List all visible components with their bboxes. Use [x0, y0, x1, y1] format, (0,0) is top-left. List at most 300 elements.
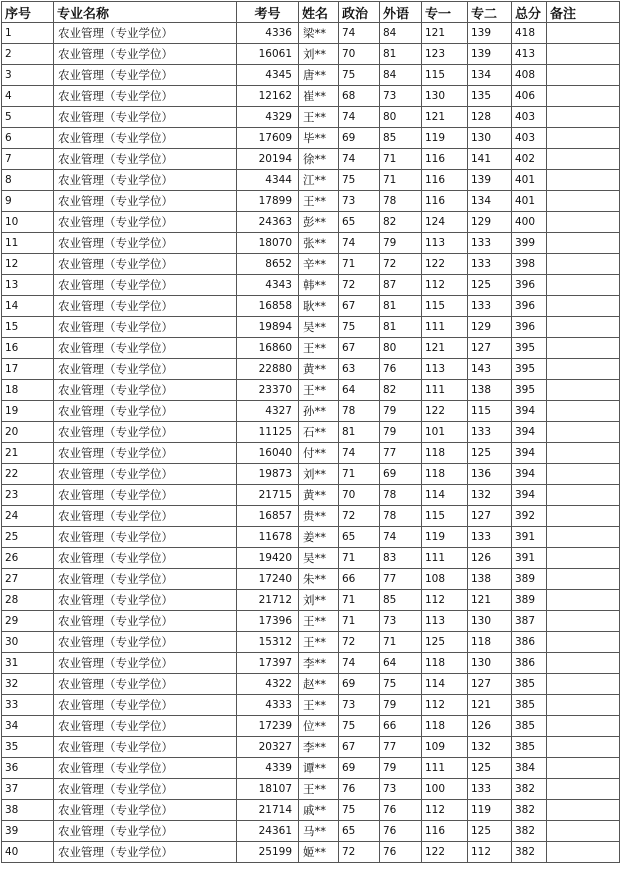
foreign-lang-cell: 79 [380, 233, 422, 254]
politics-cell: 72 [339, 275, 380, 296]
remark-cell [547, 485, 620, 506]
subject2-cell: 133 [468, 422, 512, 443]
name-cell: 王** [299, 380, 339, 401]
total-cell: 395 [512, 338, 547, 359]
subject2-cell: 136 [468, 464, 512, 485]
total-cell: 382 [512, 779, 547, 800]
remark-cell [547, 422, 620, 443]
seq-cell: 27 [2, 569, 54, 590]
exam-no-cell: 17239 [237, 716, 299, 737]
seq-cell: 15 [2, 317, 54, 338]
exam-no-cell: 12162 [237, 86, 299, 107]
total-cell: 386 [512, 632, 547, 653]
name-cell: 马** [299, 821, 339, 842]
table-row [2, 548, 620, 569]
seq-cell: 24 [2, 506, 54, 527]
foreign-lang-cell: 79 [380, 401, 422, 422]
foreign-lang-cell: 79 [380, 422, 422, 443]
seq-cell: 36 [2, 758, 54, 779]
major-cell: 农业管理（专业学位） [54, 464, 237, 485]
foreign-lang-cell: 71 [380, 170, 422, 191]
table-row [2, 128, 620, 149]
table-row [2, 338, 620, 359]
foreign-lang-cell: 76 [380, 821, 422, 842]
total-cell: 395 [512, 359, 547, 380]
remark-cell [547, 317, 620, 338]
subject2-cell: 125 [468, 275, 512, 296]
politics-cell: 73 [339, 695, 380, 716]
exam-no-cell: 22880 [237, 359, 299, 380]
major-cell: 农业管理（专业学位） [54, 590, 237, 611]
seq-cell: 11 [2, 233, 54, 254]
foreign-lang-cell: 77 [380, 737, 422, 758]
total-cell: 396 [512, 317, 547, 338]
name-cell: 梁** [299, 23, 339, 44]
remark-cell [547, 401, 620, 422]
subject2-cell: 126 [468, 548, 512, 569]
exam-no-cell: 16040 [237, 443, 299, 464]
subject1-cell: 114 [422, 674, 468, 695]
subject2-cell: 135 [468, 86, 512, 107]
major-cell: 农业管理（专业学位） [54, 611, 237, 632]
table-row [2, 779, 620, 800]
politics-cell: 81 [339, 422, 380, 443]
table-row [2, 632, 620, 653]
col-header-major: 专业名称 [54, 2, 237, 23]
major-cell: 农业管理（专业学位） [54, 695, 237, 716]
table-row [2, 107, 620, 128]
exam-no-cell: 24363 [237, 212, 299, 233]
total-cell: 385 [512, 716, 547, 737]
exam-no-cell: 23370 [237, 380, 299, 401]
foreign-lang-cell: 78 [380, 485, 422, 506]
name-cell: 姬** [299, 842, 339, 863]
subject1-cell: 115 [422, 296, 468, 317]
name-cell: 位** [299, 716, 339, 737]
politics-cell: 74 [339, 653, 380, 674]
subject1-cell: 113 [422, 359, 468, 380]
major-cell: 农业管理（专业学位） [54, 44, 237, 65]
subject2-cell: 127 [468, 338, 512, 359]
politics-cell: 74 [339, 107, 380, 128]
total-cell: 382 [512, 842, 547, 863]
remark-cell [547, 716, 620, 737]
table-row [2, 716, 620, 737]
major-cell: 农业管理（专业学位） [54, 338, 237, 359]
table-row [2, 233, 620, 254]
foreign-lang-cell: 85 [380, 128, 422, 149]
subject1-cell: 101 [422, 422, 468, 443]
table-row [2, 44, 620, 65]
total-cell: 385 [512, 737, 547, 758]
total-cell: 396 [512, 296, 547, 317]
remark-cell [547, 821, 620, 842]
subject2-cell: 125 [468, 821, 512, 842]
name-cell: 赵** [299, 674, 339, 695]
remark-cell [547, 107, 620, 128]
remark-cell [547, 548, 620, 569]
name-cell: 贵** [299, 506, 339, 527]
name-cell: 耿** [299, 296, 339, 317]
politics-cell: 67 [339, 296, 380, 317]
subject1-cell: 112 [422, 695, 468, 716]
subject2-cell: 138 [468, 380, 512, 401]
politics-cell: 63 [339, 359, 380, 380]
politics-cell: 76 [339, 779, 380, 800]
exam-no-cell: 21715 [237, 485, 299, 506]
seq-cell: 17 [2, 359, 54, 380]
politics-cell: 73 [339, 191, 380, 212]
foreign-lang-cell: 72 [380, 254, 422, 275]
subject1-cell: 115 [422, 65, 468, 86]
foreign-lang-cell: 84 [380, 65, 422, 86]
major-cell: 农业管理（专业学位） [54, 107, 237, 128]
seq-cell: 5 [2, 107, 54, 128]
major-cell: 农业管理（专业学位） [54, 548, 237, 569]
table-row [2, 758, 620, 779]
subject1-cell: 124 [422, 212, 468, 233]
remark-cell [547, 842, 620, 863]
major-cell: 农业管理（专业学位） [54, 191, 237, 212]
total-cell: 394 [512, 401, 547, 422]
subject1-cell: 121 [422, 338, 468, 359]
politics-cell: 71 [339, 254, 380, 275]
remark-cell [547, 779, 620, 800]
subject2-cell: 133 [468, 296, 512, 317]
politics-cell: 75 [339, 65, 380, 86]
subject1-cell: 116 [422, 170, 468, 191]
name-cell: 王** [299, 611, 339, 632]
subject1-cell: 111 [422, 317, 468, 338]
exam-no-cell: 4336 [237, 23, 299, 44]
subject2-cell: 130 [468, 611, 512, 632]
total-cell: 394 [512, 485, 547, 506]
major-cell: 农业管理（专业学位） [54, 422, 237, 443]
table-row [2, 569, 620, 590]
seq-cell: 9 [2, 191, 54, 212]
seq-cell: 13 [2, 275, 54, 296]
subject1-cell: 121 [422, 23, 468, 44]
name-cell: 唐** [299, 65, 339, 86]
table-row [2, 254, 620, 275]
table-row [2, 590, 620, 611]
major-cell: 农业管理（专业学位） [54, 359, 237, 380]
politics-cell: 71 [339, 464, 380, 485]
subject1-cell: 111 [422, 548, 468, 569]
seq-cell: 18 [2, 380, 54, 401]
foreign-lang-cell: 81 [380, 44, 422, 65]
seq-cell: 4 [2, 86, 54, 107]
major-cell: 农业管理（专业学位） [54, 485, 237, 506]
table-row [2, 443, 620, 464]
exam-no-cell: 16857 [237, 506, 299, 527]
politics-cell: 64 [339, 380, 380, 401]
politics-cell: 74 [339, 443, 380, 464]
exam-no-cell: 16061 [237, 44, 299, 65]
col-header-subject1: 专一 [422, 2, 468, 23]
score-table [1, 1, 620, 863]
seq-cell: 2 [2, 44, 54, 65]
table-row [2, 212, 620, 233]
name-cell: 王** [299, 191, 339, 212]
subject1-cell: 108 [422, 569, 468, 590]
major-cell: 农业管理（专业学位） [54, 275, 237, 296]
exam-no-cell: 16860 [237, 338, 299, 359]
foreign-lang-cell: 73 [380, 86, 422, 107]
subject1-cell: 111 [422, 758, 468, 779]
subject1-cell: 118 [422, 653, 468, 674]
table-row [2, 842, 620, 863]
total-cell: 384 [512, 758, 547, 779]
foreign-lang-cell: 78 [380, 191, 422, 212]
exam-no-cell: 4344 [237, 170, 299, 191]
subject1-cell: 116 [422, 191, 468, 212]
table-row [2, 464, 620, 485]
foreign-lang-cell: 87 [380, 275, 422, 296]
table-row [2, 485, 620, 506]
politics-cell: 65 [339, 821, 380, 842]
exam-no-cell: 4327 [237, 401, 299, 422]
subject2-cell: 141 [468, 149, 512, 170]
exam-no-cell: 19420 [237, 548, 299, 569]
seq-cell: 20 [2, 422, 54, 443]
foreign-lang-cell: 80 [380, 107, 422, 128]
table-row [2, 821, 620, 842]
table-row [2, 86, 620, 107]
subject1-cell: 111 [422, 380, 468, 401]
subject1-cell: 122 [422, 842, 468, 863]
total-cell: 396 [512, 275, 547, 296]
seq-cell: 40 [2, 842, 54, 863]
total-cell: 401 [512, 191, 547, 212]
politics-cell: 74 [339, 23, 380, 44]
subject2-cell: 125 [468, 443, 512, 464]
remark-cell [547, 695, 620, 716]
politics-cell: 75 [339, 800, 380, 821]
remark-cell [547, 800, 620, 821]
subject1-cell: 100 [422, 779, 468, 800]
seq-cell: 25 [2, 527, 54, 548]
total-cell: 382 [512, 821, 547, 842]
seq-cell: 32 [2, 674, 54, 695]
politics-cell: 72 [339, 632, 380, 653]
name-cell: 石** [299, 422, 339, 443]
politics-cell: 67 [339, 737, 380, 758]
table-row [2, 800, 620, 821]
subject1-cell: 109 [422, 737, 468, 758]
col-header-politics: 政治 [339, 2, 380, 23]
exam-no-cell: 19894 [237, 317, 299, 338]
politics-cell: 71 [339, 590, 380, 611]
major-cell: 农业管理（专业学位） [54, 443, 237, 464]
table-row [2, 401, 620, 422]
politics-cell: 65 [339, 527, 380, 548]
table-row [2, 653, 620, 674]
remark-cell [547, 737, 620, 758]
exam-no-cell: 18107 [237, 779, 299, 800]
total-cell: 387 [512, 611, 547, 632]
table-row [2, 275, 620, 296]
table-row [2, 149, 620, 170]
major-cell: 农业管理（专业学位） [54, 779, 237, 800]
seq-cell: 35 [2, 737, 54, 758]
foreign-lang-cell: 81 [380, 317, 422, 338]
subject1-cell: 118 [422, 443, 468, 464]
exam-no-cell: 4333 [237, 695, 299, 716]
exam-no-cell: 17609 [237, 128, 299, 149]
table-row [2, 317, 620, 338]
seq-cell: 38 [2, 800, 54, 821]
politics-cell: 69 [339, 758, 380, 779]
name-cell: 崔** [299, 86, 339, 107]
seq-cell: 26 [2, 548, 54, 569]
subject2-cell: 132 [468, 485, 512, 506]
seq-cell: 37 [2, 779, 54, 800]
subject1-cell: 113 [422, 611, 468, 632]
col-header-total: 总分 [512, 2, 547, 23]
exam-no-cell: 4345 [237, 65, 299, 86]
foreign-lang-cell: 66 [380, 716, 422, 737]
politics-cell: 75 [339, 317, 380, 338]
politics-cell: 65 [339, 212, 380, 233]
major-cell: 农业管理（专业学位） [54, 821, 237, 842]
subject1-cell: 125 [422, 632, 468, 653]
remark-cell [547, 191, 620, 212]
seq-cell: 19 [2, 401, 54, 422]
exam-no-cell: 17396 [237, 611, 299, 632]
table-row [2, 527, 620, 548]
total-cell: 418 [512, 23, 547, 44]
seq-cell: 34 [2, 716, 54, 737]
subject1-cell: 122 [422, 254, 468, 275]
name-cell: 江** [299, 170, 339, 191]
remark-cell [547, 611, 620, 632]
total-cell: 398 [512, 254, 547, 275]
name-cell: 朱** [299, 569, 339, 590]
table-row [2, 737, 620, 758]
subject1-cell: 130 [422, 86, 468, 107]
total-cell: 403 [512, 128, 547, 149]
name-cell: 刘** [299, 590, 339, 611]
total-cell: 395 [512, 380, 547, 401]
seq-cell: 3 [2, 65, 54, 86]
subject2-cell: 129 [468, 317, 512, 338]
seq-cell: 21 [2, 443, 54, 464]
remark-cell [547, 338, 620, 359]
exam-no-cell: 8652 [237, 254, 299, 275]
major-cell: 农业管理（专业学位） [54, 170, 237, 191]
subject2-cell: 127 [468, 506, 512, 527]
exam-no-cell: 17899 [237, 191, 299, 212]
remark-cell [547, 233, 620, 254]
remark-cell [547, 527, 620, 548]
subject2-cell: 121 [468, 695, 512, 716]
exam-no-cell: 15312 [237, 632, 299, 653]
remark-cell [547, 674, 620, 695]
table-row [2, 359, 620, 380]
seq-cell: 7 [2, 149, 54, 170]
major-cell: 农业管理（专业学位） [54, 233, 237, 254]
total-cell: 408 [512, 65, 547, 86]
foreign-lang-cell: 74 [380, 527, 422, 548]
name-cell: 刘** [299, 464, 339, 485]
col-header-subject2: 专二 [468, 2, 512, 23]
foreign-lang-cell: 76 [380, 359, 422, 380]
remark-cell [547, 23, 620, 44]
exam-no-cell: 4339 [237, 758, 299, 779]
subject1-cell: 115 [422, 506, 468, 527]
total-cell: 385 [512, 695, 547, 716]
politics-cell: 71 [339, 548, 380, 569]
remark-cell [547, 212, 620, 233]
foreign-lang-cell: 64 [380, 653, 422, 674]
politics-cell: 71 [339, 611, 380, 632]
name-cell: 王** [299, 779, 339, 800]
major-cell: 农业管理（专业学位） [54, 296, 237, 317]
seq-cell: 33 [2, 695, 54, 716]
major-cell: 农业管理（专业学位） [54, 758, 237, 779]
subject1-cell: 122 [422, 401, 468, 422]
subject1-cell: 121 [422, 107, 468, 128]
table-body [2, 23, 620, 863]
exam-no-cell: 21712 [237, 590, 299, 611]
total-cell: 391 [512, 548, 547, 569]
total-cell: 394 [512, 422, 547, 443]
name-cell: 王** [299, 107, 339, 128]
foreign-lang-cell: 77 [380, 443, 422, 464]
politics-cell: 69 [339, 128, 380, 149]
exam-no-cell: 20327 [237, 737, 299, 758]
remark-cell [547, 443, 620, 464]
subject2-cell: 132 [468, 737, 512, 758]
politics-cell: 75 [339, 716, 380, 737]
table-row [2, 695, 620, 716]
subject2-cell: 134 [468, 65, 512, 86]
subject1-cell: 112 [422, 800, 468, 821]
subject2-cell: 119 [468, 800, 512, 821]
name-cell: 彭** [299, 212, 339, 233]
exam-no-cell: 17240 [237, 569, 299, 590]
name-cell: 徐** [299, 149, 339, 170]
name-cell: 李** [299, 653, 339, 674]
name-cell: 韩** [299, 275, 339, 296]
name-cell: 黄** [299, 485, 339, 506]
name-cell: 孙** [299, 401, 339, 422]
name-cell: 王** [299, 695, 339, 716]
seq-cell: 31 [2, 653, 54, 674]
subject1-cell: 119 [422, 128, 468, 149]
subject1-cell: 118 [422, 716, 468, 737]
total-cell: 401 [512, 170, 547, 191]
foreign-lang-cell: 71 [380, 632, 422, 653]
subject1-cell: 118 [422, 464, 468, 485]
subject2-cell: 133 [468, 254, 512, 275]
total-cell: 389 [512, 590, 547, 611]
foreign-lang-cell: 82 [380, 380, 422, 401]
subject2-cell: 133 [468, 779, 512, 800]
major-cell: 农业管理（专业学位） [54, 506, 237, 527]
total-cell: 391 [512, 527, 547, 548]
remark-cell [547, 44, 620, 65]
major-cell: 农业管理（专业学位） [54, 86, 237, 107]
name-cell: 王** [299, 338, 339, 359]
total-cell: 406 [512, 86, 547, 107]
table-row [2, 23, 620, 44]
name-cell: 刘** [299, 44, 339, 65]
table-row [2, 296, 620, 317]
major-cell: 农业管理（专业学位） [54, 401, 237, 422]
major-cell: 农业管理（专业学位） [54, 65, 237, 86]
